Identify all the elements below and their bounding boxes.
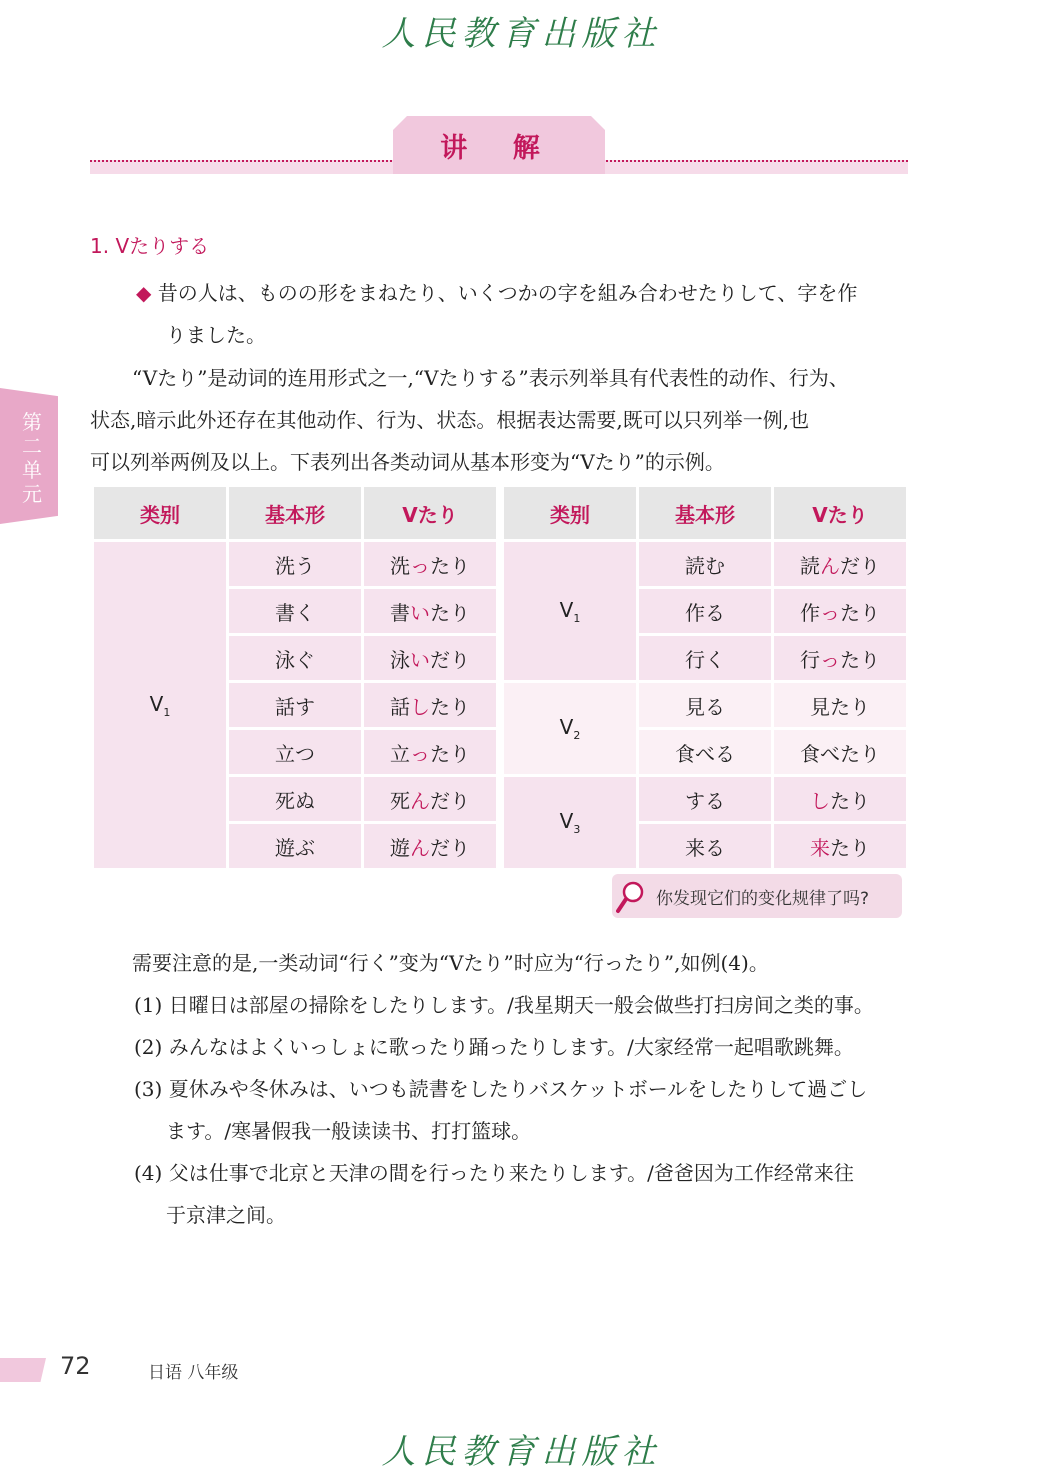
tari-form-cell: 食べたり [774, 730, 906, 774]
base-form-cell: 作る [639, 589, 771, 633]
example-item-4-cont: 于京津之间。 [166, 1203, 286, 1227]
unit-side-label: 第二单元 [22, 410, 42, 506]
table-row [94, 542, 906, 586]
tari-form-cell: 話したり [364, 683, 496, 727]
base-form-cell: 見る [639, 683, 771, 727]
example-sentence-line1: 昔の人は、ものの形をまねたり、いくつかの字を組み合わせたりして、字を作 [157, 281, 858, 305]
section-header-title: 讲 解 [440, 133, 558, 164]
explanation-line-2: 状态,暗示此外还存在其他动作、行为、状态。根据表达需要,既可以只列举一例,也 [90, 408, 810, 432]
book-title: 日语 八年级 [148, 1363, 239, 1383]
base-form-cell: 話す [229, 683, 361, 727]
example-item-3-cont: ます。/寒暑假我一般读读书、打打篮球。 [166, 1119, 532, 1143]
table-gap [499, 487, 501, 539]
example-sentence-line2: りました。 [166, 323, 266, 347]
footer-bar [0, 1358, 46, 1382]
tari-form-cell: 行ったり [774, 636, 906, 680]
tari-form-cell: 泳いだり [364, 636, 496, 680]
diamond-bullet-icon: ◆ [136, 281, 152, 305]
tari-form-cell: 遊んだり [364, 824, 496, 868]
note-text: 需要注意的是,一类动词“行く”变为“Vたり”时应为“行ったり”,如例(4)。 [132, 951, 769, 975]
tari-form-cell: 死んだり [364, 777, 496, 821]
header-tari-form: Vたり [364, 487, 496, 539]
tari-form-cell: 読んだり [774, 542, 906, 586]
tari-form-cell: したり [774, 777, 906, 821]
explanation-line-1: “Vたり”是动词的连用形式之一,“Vたりする”表示列举具有代表性的动作、行为、 [132, 366, 849, 390]
example-item-3 [134, 1068, 867, 1110]
tari-form-cell: 見たり [774, 683, 906, 727]
base-form-cell: 来る [639, 824, 771, 868]
header-category: 类别 [94, 487, 226, 539]
magnifier-icon [616, 880, 646, 914]
table-header-row [94, 487, 906, 539]
tari-form-cell: 書いたり [364, 589, 496, 633]
grammar-point-title: 1. Vたりする [90, 234, 210, 258]
header-category: 类别 [504, 487, 636, 539]
base-form-cell: する [639, 777, 771, 821]
category-cell: $V_3$ [504, 777, 636, 868]
example-item-1 [134, 984, 874, 1026]
publisher-logo-top: 人民教育出版社 [381, 14, 662, 54]
base-form-cell: 立つ [229, 730, 361, 774]
example-sentence [136, 272, 857, 314]
example-item-2 [134, 1026, 854, 1068]
example-item-4 [134, 1152, 854, 1194]
conjugation-table [91, 484, 909, 871]
example-text: みんなはよくいっしょに歌ったり踊ったりします。/大家经常一起唱歌跳舞。 [168, 1035, 854, 1059]
example-text: 父は仕事で北京と天津の間を行ったり来たりします。/爸爸因为工作经常来往 [168, 1161, 854, 1185]
tari-form-cell: 作ったり [774, 589, 906, 633]
hint-text: 你发现它们的变化规律了吗? [656, 889, 870, 909]
tari-form-cell: 来たり [774, 824, 906, 868]
table-gap [499, 542, 501, 868]
category-cell: $V_1$ [504, 542, 636, 680]
example-number: (1) [134, 993, 163, 1017]
publisher-logo-bottom: 人民教育出版社 [381, 1432, 662, 1472]
tari-form-cell: 立ったり [364, 730, 496, 774]
explanation-line-3: 可以列举两例及以上。下表列出各类动词从基本形变为“Vたり”的示例。 [90, 450, 725, 474]
base-form-cell: 行く [639, 636, 771, 680]
category-cell: $V_2$ [504, 683, 636, 774]
header-base-form: 基本形 [639, 487, 771, 539]
example-text: 日曜日は部屋の掃除をしたりします。/我星期天一般会做些打扫房间之类的事。 [168, 993, 874, 1017]
base-form-cell: 洗う [229, 542, 361, 586]
example-number: (2) [134, 1035, 163, 1059]
category-cell: $V_1$ [94, 542, 226, 868]
page-number: 72 [60, 1352, 91, 1380]
tari-form-cell: 洗ったり [364, 542, 496, 586]
example-text: 夏休みや冬休みは、いつも読書をしたりバスケットボールをしたりして過ごし [168, 1077, 868, 1101]
header-base-form: 基本形 [229, 487, 361, 539]
base-form-cell: 書く [229, 589, 361, 633]
example-number: (4) [134, 1161, 163, 1185]
base-form-cell: 遊ぶ [229, 824, 361, 868]
example-number: (3) [134, 1077, 163, 1101]
base-form-cell: 読む [639, 542, 771, 586]
base-form-cell: 泳ぐ [229, 636, 361, 680]
base-form-cell: 食べる [639, 730, 771, 774]
header-tari-form: Vたり [774, 487, 906, 539]
base-form-cell: 死ぬ [229, 777, 361, 821]
